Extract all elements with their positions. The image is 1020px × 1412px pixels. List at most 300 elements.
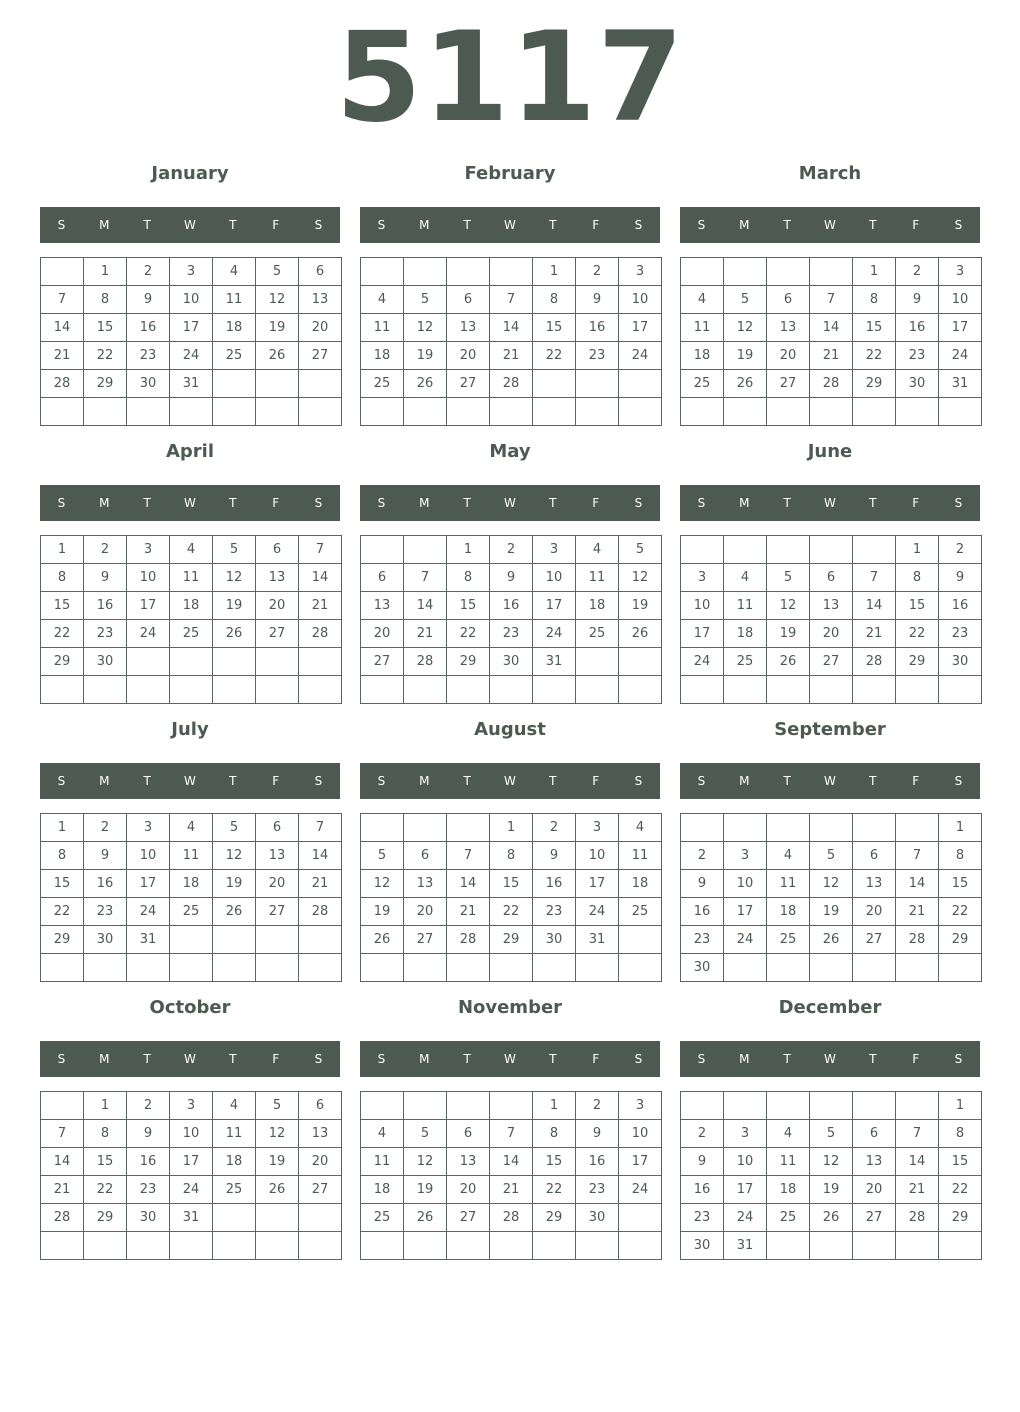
day-cell <box>810 1232 853 1260</box>
day-cell: 7 <box>896 842 939 870</box>
weekday-label: S <box>57 496 66 510</box>
day-cell: 28 <box>810 370 853 398</box>
week-row <box>41 926 342 954</box>
day-cell <box>404 258 447 286</box>
day-cell: 4 <box>361 286 404 314</box>
day-cell: 12 <box>404 314 447 342</box>
day-cell: 26 <box>724 370 767 398</box>
week-row <box>41 1148 342 1176</box>
day-cell <box>127 954 170 982</box>
day-cell <box>896 1232 939 1260</box>
week-row <box>41 1092 342 1120</box>
day-cell: 19 <box>810 1176 853 1204</box>
day-cell: 8 <box>853 286 896 314</box>
week-row <box>681 398 982 426</box>
weekday-label: S <box>377 774 386 788</box>
day-cell: 25 <box>170 620 213 648</box>
day-cell: 17 <box>127 592 170 620</box>
day-cell: 26 <box>810 1204 853 1232</box>
day-cell: 29 <box>84 370 127 398</box>
day-cell: 27 <box>447 1204 490 1232</box>
day-cell: 28 <box>299 620 342 648</box>
day-cell: 11 <box>213 1120 256 1148</box>
day-cell: 22 <box>939 898 982 926</box>
week-row <box>41 1204 342 1232</box>
day-cell <box>361 258 404 286</box>
week-row <box>361 1232 662 1260</box>
day-cell: 21 <box>853 620 896 648</box>
day-cell: 22 <box>896 620 939 648</box>
weekday-label: F <box>272 218 280 232</box>
weekday-label: T <box>463 218 471 232</box>
day-cell: 7 <box>810 286 853 314</box>
day-cell <box>681 398 724 426</box>
week-row <box>361 1092 662 1120</box>
day-cell: 24 <box>576 898 619 926</box>
day-cell: 12 <box>404 1148 447 1176</box>
day-cell: 27 <box>256 898 299 926</box>
day-cell <box>810 398 853 426</box>
day-cell: 6 <box>256 536 299 564</box>
day-cell: 19 <box>767 620 810 648</box>
day-cell: 10 <box>127 564 170 592</box>
week-row <box>681 342 982 370</box>
day-cell: 23 <box>127 342 170 370</box>
day-cell: 24 <box>533 620 576 648</box>
day-cell: 12 <box>361 870 404 898</box>
day-cell: 9 <box>533 842 576 870</box>
day-cell: 9 <box>939 564 982 592</box>
weekday-label: T <box>549 774 557 788</box>
day-cell: 13 <box>767 314 810 342</box>
day-cell: 21 <box>41 342 84 370</box>
day-cell: 21 <box>490 342 533 370</box>
day-cell: 19 <box>404 342 447 370</box>
day-cell <box>361 676 404 704</box>
day-cell: 20 <box>361 620 404 648</box>
day-cell: 10 <box>127 842 170 870</box>
day-cell <box>213 676 256 704</box>
weekday-label: F <box>272 774 280 788</box>
year-title: 5117 <box>335 6 685 150</box>
day-cell <box>681 1092 724 1120</box>
day-cell: 6 <box>447 1120 490 1148</box>
day-cell: 9 <box>490 564 533 592</box>
day-cell: 30 <box>127 370 170 398</box>
day-cell: 21 <box>896 1176 939 1204</box>
day-cell: 13 <box>853 1148 896 1176</box>
day-cell: 17 <box>724 1176 767 1204</box>
day-cell: 10 <box>724 1148 767 1176</box>
day-cell: 11 <box>361 314 404 342</box>
day-cell <box>213 370 256 398</box>
day-cell: 31 <box>724 1232 767 1260</box>
day-cell: 16 <box>533 870 576 898</box>
weekday-label: W <box>504 1052 516 1066</box>
weekday-label: S <box>954 218 963 232</box>
day-cell: 11 <box>724 592 767 620</box>
weekday-label: S <box>634 774 643 788</box>
weekday-label: M <box>739 1052 750 1066</box>
day-cell: 28 <box>299 898 342 926</box>
day-cell: 13 <box>256 842 299 870</box>
day-cell <box>896 954 939 982</box>
day-cell <box>447 1092 490 1120</box>
day-cell: 27 <box>299 342 342 370</box>
weekday-label: T <box>463 774 471 788</box>
day-cell: 21 <box>404 620 447 648</box>
day-cell <box>213 1204 256 1232</box>
day-cell: 3 <box>724 1120 767 1148</box>
day-cell: 15 <box>533 314 576 342</box>
day-cell: 4 <box>170 814 213 842</box>
day-cell: 4 <box>619 814 662 842</box>
day-cell <box>619 1204 662 1232</box>
weekday-label: F <box>272 496 280 510</box>
day-cell: 23 <box>533 898 576 926</box>
weekday-header <box>680 207 980 243</box>
weekday-header <box>40 1041 340 1077</box>
weekday-label: F <box>592 496 600 510</box>
weekday-label: M <box>99 218 110 232</box>
day-cell <box>361 536 404 564</box>
day-cell: 31 <box>576 926 619 954</box>
day-cell: 18 <box>361 1176 404 1204</box>
day-cell: 13 <box>853 870 896 898</box>
month-name: October <box>149 997 231 1018</box>
day-cell: 4 <box>681 286 724 314</box>
day-cell: 23 <box>84 898 127 926</box>
day-cell: 17 <box>533 592 576 620</box>
week-row <box>41 342 342 370</box>
day-cell: 2 <box>939 536 982 564</box>
day-cell: 6 <box>299 258 342 286</box>
weekday-label: M <box>99 496 110 510</box>
day-cell: 23 <box>681 1204 724 1232</box>
day-cell: 18 <box>681 342 724 370</box>
week-row <box>361 258 662 286</box>
day-cell: 11 <box>361 1148 404 1176</box>
day-cell <box>299 954 342 982</box>
day-cell: 12 <box>810 1148 853 1176</box>
day-cell: 10 <box>724 870 767 898</box>
day-cell: 3 <box>619 258 662 286</box>
day-cell <box>896 676 939 704</box>
day-cell: 12 <box>213 564 256 592</box>
week-row <box>361 814 662 842</box>
day-cell: 2 <box>127 258 170 286</box>
day-cell: 12 <box>256 286 299 314</box>
weekday-header <box>360 485 660 521</box>
weekday-label: T <box>229 774 237 788</box>
day-cell: 14 <box>853 592 896 620</box>
week-row <box>681 536 982 564</box>
day-cell: 28 <box>447 926 490 954</box>
day-cell: 8 <box>84 286 127 314</box>
day-cell <box>767 398 810 426</box>
day-cell: 12 <box>619 564 662 592</box>
day-cell: 24 <box>724 926 767 954</box>
day-cell <box>619 676 662 704</box>
day-cell <box>404 398 447 426</box>
day-cell: 2 <box>681 842 724 870</box>
week-row <box>41 842 342 870</box>
day-cell: 8 <box>490 842 533 870</box>
day-cell: 11 <box>681 314 724 342</box>
day-cell: 29 <box>853 370 896 398</box>
day-cell: 30 <box>127 1204 170 1232</box>
weekday-label: T <box>783 1052 791 1066</box>
week-row <box>681 1176 982 1204</box>
day-cell: 2 <box>896 258 939 286</box>
day-cell: 31 <box>533 648 576 676</box>
weekday-label: T <box>143 496 151 510</box>
weekday-label: T <box>549 1052 557 1066</box>
day-cell <box>810 954 853 982</box>
day-cell: 14 <box>41 314 84 342</box>
day-cell: 5 <box>213 536 256 564</box>
week-row <box>681 286 982 314</box>
day-cell: 26 <box>767 648 810 676</box>
day-cell: 7 <box>447 842 490 870</box>
day-cell: 25 <box>213 1176 256 1204</box>
day-cell <box>810 536 853 564</box>
day-cell: 30 <box>490 648 533 676</box>
day-cell <box>299 1204 342 1232</box>
weekday-header <box>680 1041 980 1077</box>
day-cell: 29 <box>939 1204 982 1232</box>
day-cell: 23 <box>576 342 619 370</box>
day-cell: 27 <box>299 1176 342 1204</box>
day-cell <box>447 1232 490 1260</box>
day-cell: 12 <box>810 870 853 898</box>
day-cell <box>447 676 490 704</box>
day-cell: 5 <box>724 286 767 314</box>
weekday-label: S <box>634 1052 643 1066</box>
day-cell <box>490 258 533 286</box>
day-cell: 30 <box>681 1232 724 1260</box>
day-cell: 18 <box>576 592 619 620</box>
day-cell: 22 <box>533 1176 576 1204</box>
day-cell: 5 <box>256 258 299 286</box>
day-cell: 6 <box>361 564 404 592</box>
day-cell: 16 <box>939 592 982 620</box>
week-row <box>41 814 342 842</box>
day-cell: 28 <box>896 1204 939 1232</box>
day-cell <box>447 954 490 982</box>
day-cell <box>404 814 447 842</box>
day-cell: 19 <box>724 342 767 370</box>
week-row <box>681 898 982 926</box>
day-cell: 19 <box>213 870 256 898</box>
day-cell: 1 <box>533 1092 576 1120</box>
day-cell: 24 <box>170 1176 213 1204</box>
day-cell <box>256 1204 299 1232</box>
weekday-label: S <box>697 774 706 788</box>
day-cell <box>939 1232 982 1260</box>
day-cell: 17 <box>170 314 213 342</box>
week-row <box>361 648 662 676</box>
day-cell: 8 <box>533 286 576 314</box>
day-cell: 27 <box>767 370 810 398</box>
day-cell <box>853 676 896 704</box>
day-cell: 5 <box>810 1120 853 1148</box>
day-cell: 18 <box>767 1176 810 1204</box>
day-cell: 21 <box>810 342 853 370</box>
day-cell: 18 <box>767 898 810 926</box>
weekday-label: T <box>463 496 471 510</box>
day-cell: 10 <box>170 286 213 314</box>
week-row <box>41 870 342 898</box>
day-cell <box>299 398 342 426</box>
day-cell: 4 <box>170 536 213 564</box>
weekday-label: T <box>229 218 237 232</box>
day-cell: 5 <box>619 536 662 564</box>
day-cell <box>361 954 404 982</box>
week-row <box>41 898 342 926</box>
day-cell: 15 <box>41 870 84 898</box>
day-cell <box>896 1092 939 1120</box>
day-cell <box>361 814 404 842</box>
day-cell: 28 <box>896 926 939 954</box>
day-cell <box>404 1232 447 1260</box>
day-cell <box>84 676 127 704</box>
week-row <box>361 564 662 592</box>
day-cell <box>256 370 299 398</box>
day-cell: 25 <box>619 898 662 926</box>
day-cell: 14 <box>299 564 342 592</box>
day-cell: 12 <box>213 842 256 870</box>
day-cell <box>724 814 767 842</box>
day-cell: 16 <box>576 314 619 342</box>
day-cell <box>213 1232 256 1260</box>
day-cell: 30 <box>939 648 982 676</box>
day-cell: 10 <box>619 1120 662 1148</box>
day-cell: 16 <box>127 314 170 342</box>
week-row <box>681 870 982 898</box>
week-row <box>681 370 982 398</box>
weekday-header <box>680 485 980 521</box>
day-cell: 29 <box>41 926 84 954</box>
weekday-header <box>40 763 340 799</box>
day-cell: 27 <box>853 926 896 954</box>
day-cell: 27 <box>853 1204 896 1232</box>
day-cell: 7 <box>41 286 84 314</box>
day-cell: 15 <box>896 592 939 620</box>
day-cell <box>361 1232 404 1260</box>
week-row <box>361 398 662 426</box>
weekday-header <box>360 207 660 243</box>
day-cell <box>361 398 404 426</box>
day-cell: 3 <box>576 814 619 842</box>
day-cell: 10 <box>533 564 576 592</box>
day-cell: 20 <box>810 620 853 648</box>
week-row <box>361 592 662 620</box>
day-cell: 13 <box>299 1120 342 1148</box>
day-cell: 29 <box>896 648 939 676</box>
day-cell: 26 <box>404 1204 447 1232</box>
weekday-label: S <box>697 218 706 232</box>
weekday-label: W <box>824 496 836 510</box>
day-cell: 16 <box>576 1148 619 1176</box>
weekday-label: T <box>143 1052 151 1066</box>
day-cell: 22 <box>41 898 84 926</box>
day-cell <box>767 676 810 704</box>
day-cell: 8 <box>939 1120 982 1148</box>
day-cell <box>939 954 982 982</box>
week-row <box>41 370 342 398</box>
day-cell: 15 <box>853 314 896 342</box>
weekday-label: S <box>954 774 963 788</box>
day-cell: 22 <box>533 342 576 370</box>
day-cell: 12 <box>767 592 810 620</box>
day-cell: 23 <box>127 1176 170 1204</box>
week-row <box>361 926 662 954</box>
week-row <box>361 870 662 898</box>
day-cell: 3 <box>127 536 170 564</box>
day-cell: 4 <box>213 1092 256 1120</box>
day-cell <box>404 954 447 982</box>
day-cell: 5 <box>256 1092 299 1120</box>
day-cell <box>767 536 810 564</box>
day-cell: 14 <box>447 870 490 898</box>
day-cell: 27 <box>810 648 853 676</box>
day-cell <box>853 1092 896 1120</box>
weekday-label: F <box>912 774 920 788</box>
day-cell: 8 <box>84 1120 127 1148</box>
day-cell: 20 <box>404 898 447 926</box>
week-row <box>41 648 342 676</box>
day-cell: 18 <box>619 870 662 898</box>
weekday-label: T <box>869 496 877 510</box>
day-cell: 2 <box>576 258 619 286</box>
day-cell <box>576 676 619 704</box>
weekday-label: T <box>869 1052 877 1066</box>
day-cell: 27 <box>447 370 490 398</box>
week-row <box>41 1176 342 1204</box>
day-cell: 24 <box>681 648 724 676</box>
weekday-label: W <box>824 1052 836 1066</box>
day-cell <box>447 398 490 426</box>
day-cell: 16 <box>681 898 724 926</box>
day-cell: 29 <box>490 926 533 954</box>
day-cell: 27 <box>404 926 447 954</box>
week-row <box>681 648 982 676</box>
week-row <box>681 620 982 648</box>
day-grid <box>360 813 662 982</box>
day-cell: 30 <box>84 926 127 954</box>
week-row <box>361 342 662 370</box>
day-cell: 7 <box>896 1120 939 1148</box>
day-cell <box>41 1092 84 1120</box>
day-cell: 17 <box>127 870 170 898</box>
month-name: September <box>774 719 886 740</box>
week-row <box>41 536 342 564</box>
day-cell: 17 <box>939 314 982 342</box>
weekday-label: F <box>912 218 920 232</box>
day-cell: 25 <box>576 620 619 648</box>
day-cell: 31 <box>127 926 170 954</box>
day-grid <box>680 257 982 426</box>
day-cell <box>256 1232 299 1260</box>
day-cell <box>533 1232 576 1260</box>
day-cell: 17 <box>681 620 724 648</box>
week-row <box>41 258 342 286</box>
day-cell <box>299 1232 342 1260</box>
month-name: July <box>171 719 209 740</box>
day-cell: 17 <box>619 1148 662 1176</box>
week-row <box>681 814 982 842</box>
